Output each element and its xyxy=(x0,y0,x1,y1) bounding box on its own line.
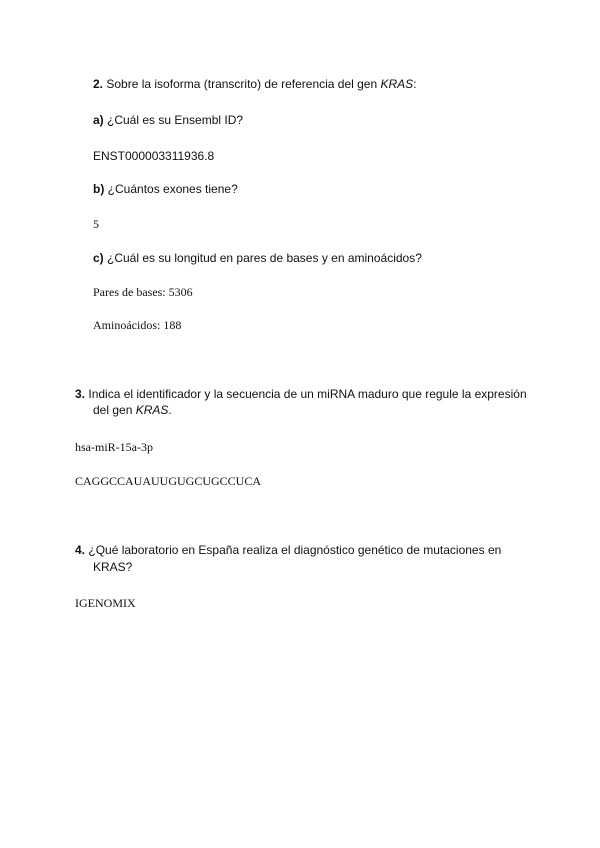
question-number: 4. xyxy=(75,543,86,557)
question-text: Sobre la isoforma (transcrito) de referencia del gen xyxy=(106,77,378,91)
question-text: del gen xyxy=(93,403,133,417)
question-text: Indica el identificador y la secuencia de un miRNA maduro que regule la expresión xyxy=(88,387,527,401)
answer-2b: 5 xyxy=(93,217,99,231)
answer-2a: ENST000003311936.8 xyxy=(93,149,215,163)
answer-2c-aa: Aminoácidos: 188 xyxy=(93,318,182,332)
question-4 xyxy=(75,543,501,557)
question-number: 2. xyxy=(93,77,104,91)
question-2a xyxy=(93,113,243,127)
sub-question-text: ¿Cuántos exones tiene? xyxy=(107,182,238,196)
sub-question-text: ¿Cuál es su longitud en pares de bases y en aminoácidos? xyxy=(107,251,422,265)
question-2 xyxy=(93,77,417,91)
sub-question-label: a) xyxy=(93,113,104,127)
gene-name: KRAS xyxy=(135,403,169,417)
sub-question-label: b) xyxy=(93,182,105,196)
answer-4: IGENOMIX xyxy=(75,596,136,610)
answer-2c-bp: Pares de bases: 5306 xyxy=(93,285,193,299)
question-number: 3. xyxy=(75,387,86,401)
question-2b xyxy=(93,182,238,196)
answer-3-id: hsa-miR-15a-3p xyxy=(75,440,153,454)
gene-name: KRAS xyxy=(380,77,414,91)
sub-question-label: c) xyxy=(93,251,104,265)
question-text: ¿Qué laboratorio en España realiza el diagnóstico genético de mutaciones en xyxy=(88,543,502,557)
sub-question-text: ¿Cuál es su Ensembl ID? xyxy=(107,113,244,127)
question-2c xyxy=(93,251,422,265)
question-3 xyxy=(75,387,527,401)
answer-3-sequence: CAGGCCAUAUUGUGCUGCCUCA xyxy=(75,474,262,488)
question-4-line-2: KRAS? xyxy=(93,560,133,574)
question-3-line-2 xyxy=(93,403,172,417)
punctuation: : xyxy=(413,77,417,91)
punctuation: . xyxy=(168,403,172,417)
